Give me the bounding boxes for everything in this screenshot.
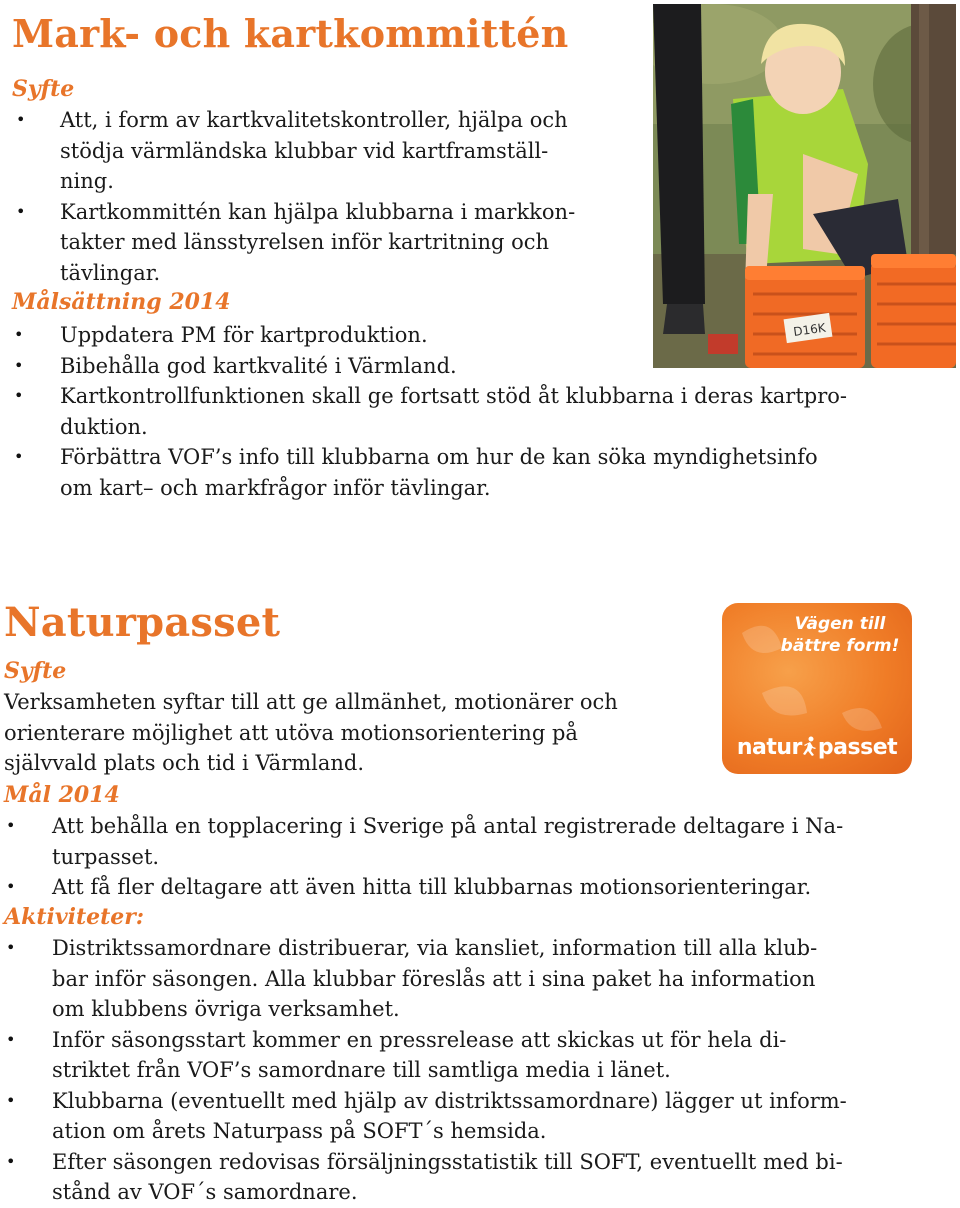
list-item xyxy=(10,381,950,442)
logo-tagline-line2: bättre form! xyxy=(780,636,900,656)
list-item-text: Bibehålla god kartkvalité i Värmland. xyxy=(60,353,457,378)
list-item-text: Distriktssamordnare distribuerar, via kansliet, information till alla klub- bar inför säsongen. Alla klubbar föreslås att i sina paket ha information om klubbens övriga verksamhet. xyxy=(52,936,818,1021)
list-item-text: Att behålla en topplacering i Sverige på antal registrerade deltagare i Na- turpasset. xyxy=(52,814,844,869)
list-item xyxy=(2,1147,952,1208)
photo-child-with-baskets xyxy=(653,4,956,368)
section2-goal-list xyxy=(2,811,952,903)
section1-syfte-list xyxy=(10,105,610,288)
list-item-text: Klubbarna (eventuellt med hjälp av distriktssamordnare) lägger ut inform- ation om årets Naturpass på SOFT´s hemsida. xyxy=(52,1088,847,1143)
list-item-text: Att få fler deltagare att även hitta till klubbarnas motionsorienteringar. xyxy=(52,875,812,899)
list-item xyxy=(2,872,952,903)
section2-goal-heading: Mål 2014 xyxy=(4,782,120,808)
list-item-text: Inför säsongsstart kommer en pressrelease att skickas ut för hela di- striktet från VOF’s samordnare till samtliga media i länet. xyxy=(52,1027,787,1082)
list-item xyxy=(10,197,610,289)
logo-word-right: passet xyxy=(817,735,898,760)
list-item-text: Förbättra VOF’s info till klubbarna om hur de kan söka myndighetsinfo om kart– och markfrågor inför tävlingar. xyxy=(60,445,818,500)
list-item xyxy=(2,1086,952,1147)
logo-word-left: natur xyxy=(736,735,802,760)
basket-label: D16K xyxy=(792,320,827,339)
section1-title: Mark- och kartkommittén xyxy=(12,11,569,56)
logo-wordmark xyxy=(728,735,906,760)
list-item xyxy=(10,105,610,197)
list-item xyxy=(2,933,952,1025)
list-item-text: Kartkontrollfunktionen skall ge fortsatt stöd åt klubbarna i deras kartpro- duktion. xyxy=(60,384,848,439)
section2-activities-list xyxy=(2,933,952,1208)
list-item-text: Efter säsongen redovisas försäljningsstatistik till SOFT, eventuellt med bi- stånd av VOF´s samordnare. xyxy=(52,1149,843,1204)
section2-syfte-heading: Syfte xyxy=(4,658,67,684)
list-item-text: Kartkommittén kan hjälpa klubbarna i markkon- takter med länsstyrelsen inför kartritning och tävlingar. xyxy=(60,199,576,285)
naturpasset-logo xyxy=(722,603,912,774)
list-item xyxy=(10,442,950,503)
section2-title: Naturpasset xyxy=(4,599,281,646)
section2-syfte-text: Verksamheten syftar till att ge allmänhet, motionärer och orienterare möjlighet att utöva motionsorientering på självvald plats och tid i Värmland. xyxy=(4,690,618,775)
list-item-text: Att, i form av kartkvalitetskontroller, hjälpa och stödja värmländska klubbar vid kartframställ- ning. xyxy=(60,108,568,193)
section1-goal-heading: Målsättning 2014 xyxy=(12,289,231,315)
list-item-text: Uppdatera PM för kartproduktion. xyxy=(60,323,428,347)
logo-tagline xyxy=(780,613,900,657)
list-item xyxy=(2,1025,952,1086)
runner-icon xyxy=(802,736,818,756)
section2-activities-heading: Aktiviteter: xyxy=(4,904,145,930)
logo-tagline-line1: Vägen till xyxy=(794,614,886,634)
section1-syfte-heading: Syfte xyxy=(12,76,75,102)
list-item xyxy=(2,811,952,872)
